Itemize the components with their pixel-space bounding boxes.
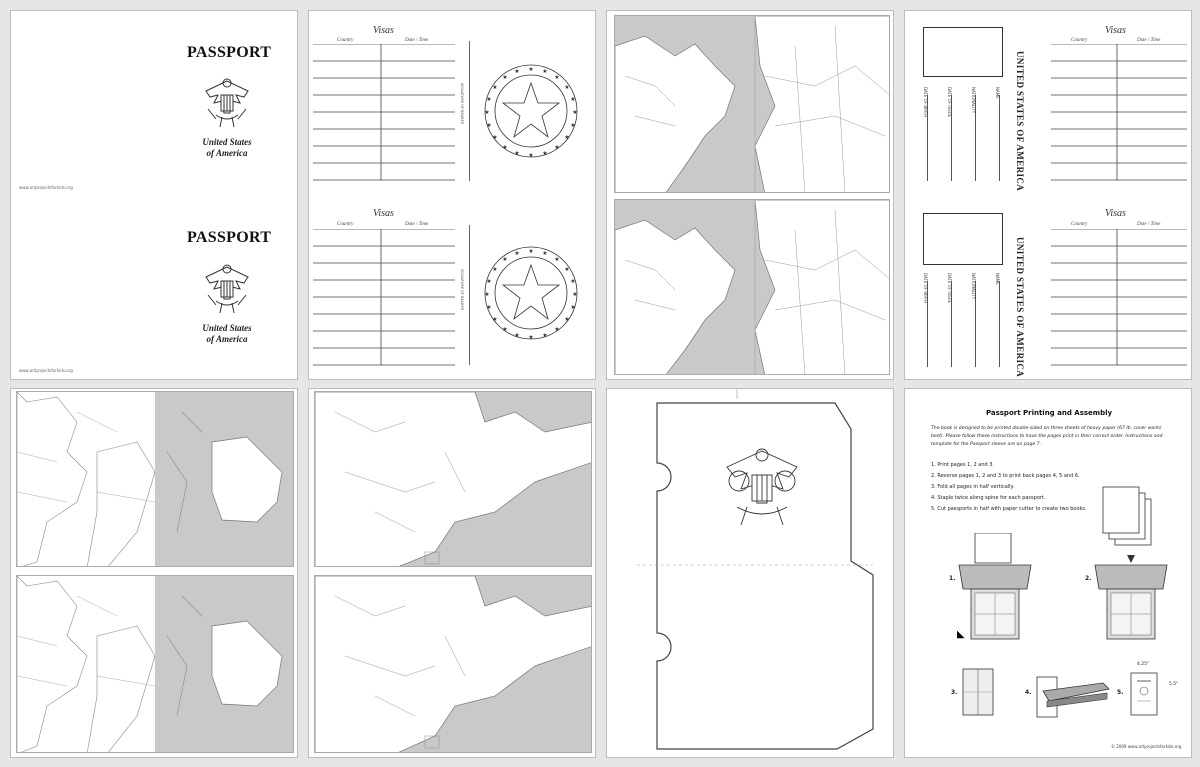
visa-title-top: Visas xyxy=(373,25,394,36)
signature-label-bottom: SIGNATURE OF BEARER xyxy=(460,269,464,311)
cover-title-top: PASSPORT xyxy=(187,44,272,61)
svg-text:★: ★ xyxy=(528,152,534,159)
cover-country-bottom xyxy=(197,323,257,345)
asia-map-top xyxy=(314,391,592,567)
col-country-bottom: Country xyxy=(337,222,354,227)
figure-label-1: 1. xyxy=(949,575,956,582)
divider-bottom xyxy=(469,225,470,365)
svg-text:★: ★ xyxy=(514,68,520,75)
map-sheet-1 xyxy=(606,10,894,380)
figure-label-2: 2. xyxy=(1085,575,1092,582)
id-country-top: UNITED STATES OF AMERICA xyxy=(1015,51,1025,192)
website-top: www.artprojectsforkids.org xyxy=(19,185,73,190)
dimension-width: 4.25" xyxy=(1137,662,1150,667)
svg-text:★: ★ xyxy=(514,250,520,257)
svg-text:★: ★ xyxy=(514,332,520,339)
svg-text:★: ★ xyxy=(492,266,498,273)
svg-text:★: ★ xyxy=(570,96,576,103)
divider-top xyxy=(469,41,470,181)
svg-text:★: ★ xyxy=(564,316,570,323)
svg-text:★: ★ xyxy=(492,316,498,323)
id-field-date-of-issue: DATE OF ISSUE xyxy=(947,87,952,118)
instruction-step-4: 4. Staple twice along spine for each passport. xyxy=(931,495,1046,501)
printer-icon xyxy=(1093,547,1169,643)
svg-text:★: ★ xyxy=(514,150,520,157)
svg-text:★: ★ xyxy=(528,66,534,73)
printer-icon xyxy=(957,533,1033,643)
svg-text:★: ★ xyxy=(502,74,508,81)
website-bottom: www.artprojectsforkids.org xyxy=(19,368,73,373)
svg-text:★: ★ xyxy=(492,84,498,91)
id-field-nationality: NATIONALITY xyxy=(971,87,976,114)
eagle-seal-icon xyxy=(204,75,250,131)
svg-text:★: ★ xyxy=(564,266,570,273)
visa-title-bottom: Visas xyxy=(373,208,394,219)
cover-country-top xyxy=(197,137,257,159)
svg-text:★: ★ xyxy=(484,109,490,116)
id-col-country-top: Country xyxy=(1071,38,1088,43)
country-line-1: United States xyxy=(202,323,252,333)
svg-text:★: ★ xyxy=(486,122,492,129)
cover-sheet xyxy=(10,10,298,380)
figure-label-4: 4. xyxy=(1025,689,1032,696)
map-sheet-3 xyxy=(308,388,596,758)
svg-text:★: ★ xyxy=(564,134,570,141)
col-country-top: Country xyxy=(337,38,354,43)
svg-text:★: ★ xyxy=(502,326,508,333)
visa-table-top xyxy=(313,44,457,184)
instructions-intro: The book is designed to be printed double-sided on three sheets of heavy paper (67 lb. cover works best). Please follow these instructions to have the pages print in their correct order. Instructions and template for the Passport sleeve are on page 7. xyxy=(931,426,1163,447)
svg-text:★: ★ xyxy=(486,96,492,103)
id-visa-table-top xyxy=(1051,44,1189,184)
cover-title-bottom: PASSPORT xyxy=(187,229,272,246)
id-field-name: NAME xyxy=(995,87,1000,99)
id-col-country-bottom: Country xyxy=(1071,222,1088,227)
eagle-seal-icon xyxy=(204,261,250,317)
id-field-date-of-issue: DATE OF ISSUE xyxy=(947,273,952,304)
visa-table-bottom xyxy=(313,229,457,369)
asia-map-bottom xyxy=(314,575,592,753)
figure-label-5: 5. xyxy=(1117,689,1124,696)
id-visa-title-bottom: Visas xyxy=(1105,208,1126,219)
svg-text:★: ★ xyxy=(564,84,570,91)
svg-text:★: ★ xyxy=(570,304,576,311)
id-field-date-of-birth: DATE OF BIRTH xyxy=(923,87,928,118)
svg-text:★: ★ xyxy=(542,150,548,157)
arrow-icon: ◣ xyxy=(957,629,965,640)
finished-passport-icon xyxy=(1129,671,1159,717)
country-line-2: of America xyxy=(206,334,248,344)
world-map-top xyxy=(614,15,890,193)
col-date-top: Date / Time xyxy=(405,38,429,43)
instruction-step-5: 5. Cut passports in half with paper cutter to create two books. xyxy=(931,506,1087,512)
figure-label-3: 3. xyxy=(951,689,958,696)
id-col-date-bottom: Date / Time xyxy=(1137,222,1161,227)
star-stamp-icon xyxy=(481,243,581,343)
svg-text:★: ★ xyxy=(492,134,498,141)
copyright: © 2009 www.artprojectsforkids.org xyxy=(1111,744,1182,749)
instructions-sheet xyxy=(904,388,1192,758)
svg-text:★: ★ xyxy=(570,278,576,285)
europe-africa-map-bottom xyxy=(16,575,294,753)
svg-text:★: ★ xyxy=(542,250,548,257)
svg-text:★: ★ xyxy=(528,248,534,255)
svg-text:★: ★ xyxy=(502,256,508,263)
svg-text:★: ★ xyxy=(554,74,560,81)
svg-text:★: ★ xyxy=(554,326,560,333)
svg-text:★: ★ xyxy=(486,304,492,311)
svg-text:★: ★ xyxy=(554,256,560,263)
folded-book-icon xyxy=(961,667,997,719)
instruction-step-1: 1. Print pages 1, 2 and 3. xyxy=(931,462,995,468)
instruction-step-2: 2. Reverse pages 1, 2 and 3 to print back pages 4, 5 and 6. xyxy=(931,473,1080,479)
id-field-nationality: NATIONALITY xyxy=(971,273,976,300)
country-line-2: of America xyxy=(206,148,248,158)
id-visa-table-bottom xyxy=(1051,229,1189,369)
svg-text:★: ★ xyxy=(542,68,548,75)
country-line-1: United States xyxy=(202,137,252,147)
europe-africa-map-top xyxy=(16,391,294,567)
id-country-bottom: UNITED STATES OF AMERICA xyxy=(1015,237,1025,378)
svg-text:★: ★ xyxy=(554,144,560,151)
sleeve-template-sheet xyxy=(606,388,894,758)
signature-label-top: SIGNATURE OF BEARER xyxy=(460,83,464,125)
svg-text:★: ★ xyxy=(484,291,490,298)
id-visa-title-top: Visas xyxy=(1105,25,1126,36)
visa-sheet xyxy=(308,10,596,380)
photo-box-top xyxy=(923,27,1003,77)
svg-text:★: ★ xyxy=(570,122,576,129)
instructions-title: Passport Printing and Assembly xyxy=(985,409,1113,417)
svg-text:★: ★ xyxy=(572,291,578,298)
photo-box-bottom xyxy=(923,213,1003,265)
world-map-bottom xyxy=(614,199,890,375)
paper-stack-icon xyxy=(1101,485,1155,549)
id-sheet xyxy=(904,10,1192,380)
instruction-step-3: 3. Fold all pages in half vertically. xyxy=(931,484,1015,490)
svg-text:★: ★ xyxy=(528,334,534,341)
svg-text:★: ★ xyxy=(542,332,548,339)
map-sheet-2 xyxy=(10,388,298,758)
stapler-icon xyxy=(1033,667,1113,723)
svg-text:★: ★ xyxy=(572,109,578,116)
svg-text:★: ★ xyxy=(502,144,508,151)
great-seal-icon xyxy=(717,441,807,531)
dimension-height: 5.5" xyxy=(1169,682,1179,687)
id-field-name: NAME xyxy=(995,273,1000,285)
svg-text:★: ★ xyxy=(486,278,492,285)
star-stamp-icon xyxy=(481,61,581,161)
id-field-date-of-birth: DATE OF BIRTH xyxy=(923,273,928,304)
id-col-date-top: Date / Time xyxy=(1137,38,1161,43)
col-date-bottom: Date / Time xyxy=(405,222,429,227)
